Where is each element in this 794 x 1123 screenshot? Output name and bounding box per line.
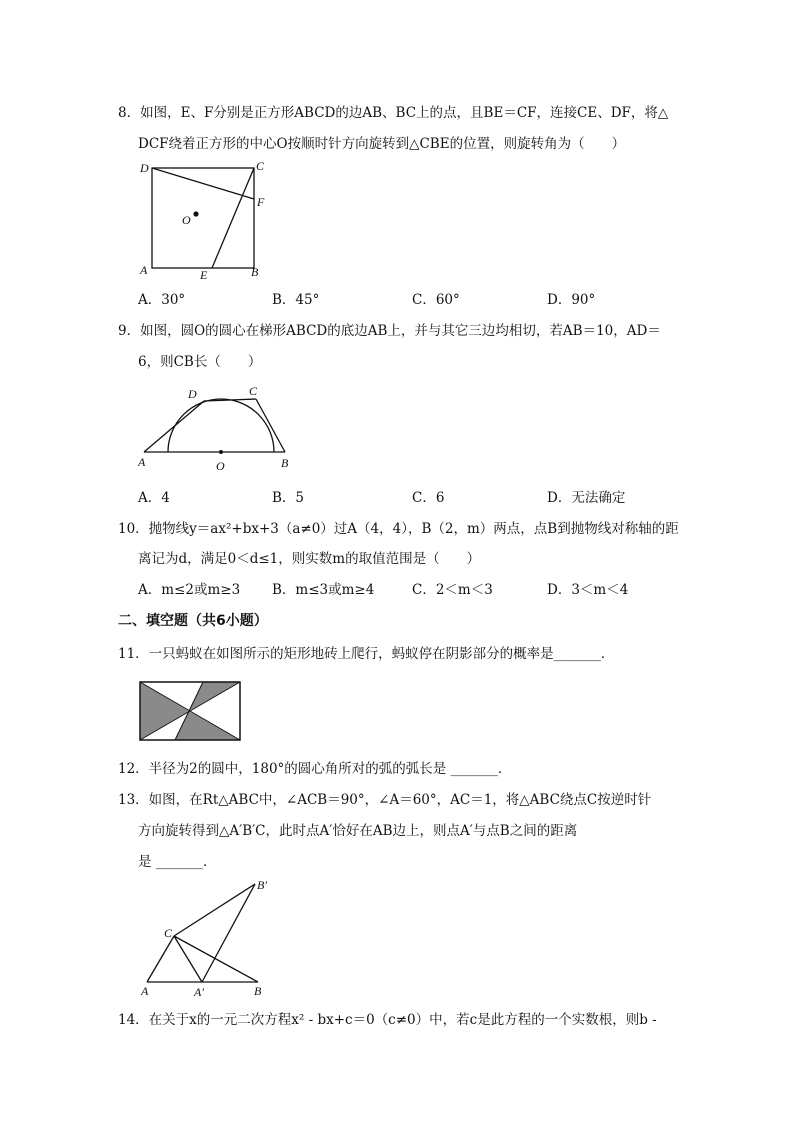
q9-option-a: A．4 bbox=[138, 490, 170, 506]
q10-option-b: B．m≤3或m≥4 bbox=[272, 582, 375, 598]
q14-line-1: 14．在关于x的一元二次方程x² - bx+c＝0（c≠0）中，若c是此方程的一个实数根，则b - bbox=[118, 1012, 657, 1028]
segment-ce bbox=[212, 168, 254, 268]
q13-line-3: 是 _______． bbox=[138, 854, 217, 870]
label-o: O bbox=[216, 459, 225, 473]
label-c: C bbox=[164, 926, 173, 940]
shaded-bottom-triangle bbox=[175, 711, 240, 740]
label-b-prime: B′ bbox=[257, 878, 267, 892]
section-heading: 二、填空题（共6小题） bbox=[118, 613, 268, 629]
q8-option-d: D．90° bbox=[547, 292, 596, 308]
q8-line-2: DCF绕着正方形的中心O按顺时针方向旋转到△CBE的位置，则旋转角为（ ） bbox=[138, 136, 626, 152]
label-a: A bbox=[140, 263, 148, 277]
label-a: A bbox=[141, 984, 149, 998]
q10-option-a: A．m≤2或m≥3 bbox=[138, 582, 241, 598]
segment-df bbox=[152, 168, 254, 199]
q9-option-c: C．6 bbox=[412, 490, 445, 506]
label-a: A bbox=[138, 455, 146, 469]
q9-line-1: 9．如图，圆O的圆心在梯形ABCD的底边AB上，并与其它三边均相切，若AB＝10，AD＝ bbox=[118, 323, 661, 339]
q10-line-2: 离记为d，满足0＜d≤1，则实数m的取值范围是（ ） bbox=[138, 551, 481, 567]
segment-ca-prime bbox=[174, 936, 202, 982]
label-b: B bbox=[251, 265, 259, 279]
q8-option-c: C．60° bbox=[412, 292, 460, 308]
q10-option-d: D．3＜m＜4 bbox=[547, 582, 629, 598]
label-c: C bbox=[249, 384, 258, 398]
q9-option-d: D．无法确定 bbox=[547, 490, 626, 506]
q9-option-b: B．5 bbox=[272, 490, 305, 506]
semicircle-o bbox=[168, 399, 274, 452]
segment-cb-prime bbox=[174, 884, 255, 936]
q8-line-1: 8．如图，E、F分别是正方形ABCD的边AB、BC上的点，且BE＝CF，连接CE、DF，将△ bbox=[118, 105, 669, 121]
label-d: D bbox=[140, 161, 149, 175]
q12-line-1: 12．半径为2的圆中，180°的圆心角所对的弧的弧长是 _______． bbox=[118, 761, 512, 777]
label-a-prime: A′ bbox=[194, 985, 204, 999]
q10-line-1: 10．抛物线y＝ax²+bx+3（a≠0）过A（4，4），B（2，m）两点，点B到抛物线对称轴的距 bbox=[118, 521, 679, 537]
q10-option-c: C．2＜m＜3 bbox=[412, 582, 493, 598]
q8-figure bbox=[130, 158, 280, 288]
label-o: O bbox=[182, 213, 191, 227]
q9-line-2: 6，则CB长（ ） bbox=[138, 354, 262, 370]
segment-a-prime-b-prime bbox=[202, 884, 255, 982]
q13-line-1: 13．如图，在Rt△ABC中，∠ACB＝90°，∠A＝60°，AC＝1，将△ABC绕点C按逆时针 bbox=[118, 792, 652, 808]
q11-line-1: 11．一只蚂蚁在如图所示的矩形地砖上爬行，蚂蚁停在阴影部分的概率是_______． bbox=[118, 646, 615, 662]
q13-line-2: 方向旋转得到△A′B′C，此时点A′恰好在AB边上，则点A′与点B之间的距离 bbox=[138, 823, 578, 839]
label-c: C bbox=[256, 159, 265, 173]
center-o-point bbox=[219, 450, 223, 454]
label-b: B bbox=[254, 984, 262, 998]
center-o-point bbox=[193, 211, 198, 216]
label-b: B bbox=[281, 456, 289, 470]
q8-option-b: B．45° bbox=[272, 292, 320, 308]
label-f: F bbox=[257, 195, 265, 209]
side-cb bbox=[256, 399, 285, 452]
label-d: D bbox=[188, 387, 197, 401]
label-e: E bbox=[200, 268, 208, 282]
q13-figure bbox=[130, 872, 280, 1002]
q11-figure bbox=[138, 680, 242, 742]
q8-option-a: A．30° bbox=[138, 292, 186, 308]
q9-figure bbox=[130, 382, 300, 474]
segment-ac bbox=[147, 936, 174, 982]
segment-cb bbox=[174, 936, 258, 982]
